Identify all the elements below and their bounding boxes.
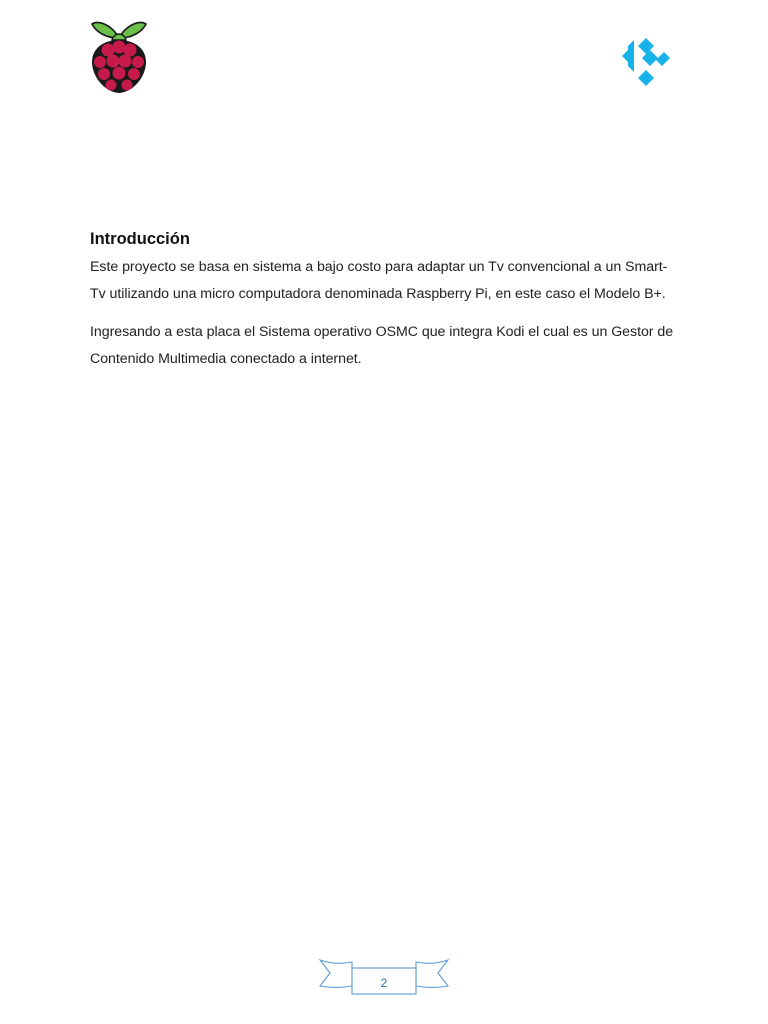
kodi-logo-icon [614,28,674,88]
paragraph-osmc: Ingresando a esta placa el Sistema operativo OSMC que integra Kodi el cual es un Gestor de Contenido Multimedia conectado a internet. [90,324,674,367]
section-heading: Introducción [90,230,190,248]
page-number: 2 [380,976,388,990]
document-body [90,228,680,385]
raspberry-pi-logo-icon [88,16,150,96]
paragraph-intro: Este proyecto se basa en sistema a bajo costo para adaptar un Tv convencional a un Smart-Tv utilizando una micro computadora denominada Raspberry Pi, en este caso el Modelo B+. [90,259,668,302]
